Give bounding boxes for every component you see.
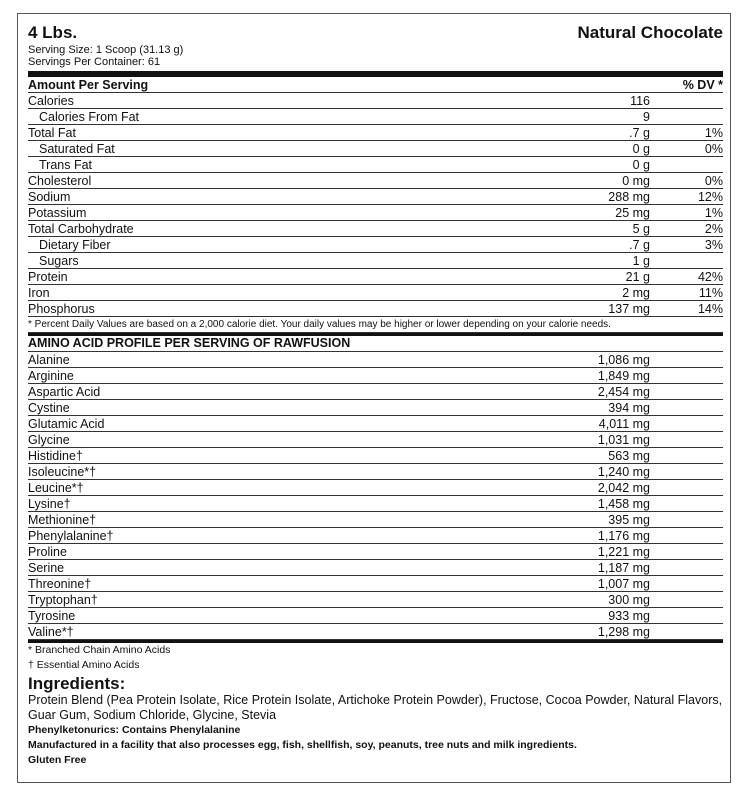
allergen-facility-note: Manufactured in a facility that also processes egg, fish, shellfish, soy, peanuts, tree nuts and milk ingredients. xyxy=(28,739,577,751)
amino-acid-label: Methionine† xyxy=(28,513,97,527)
nutrient-label: Iron xyxy=(28,286,50,300)
nutrient-label: Sodium xyxy=(28,190,71,204)
amino-acid-label: Cystine xyxy=(28,401,70,415)
nutrient-daily-value: 14% xyxy=(697,302,723,316)
amino-acid-amount: 1,031 mg xyxy=(597,433,650,447)
nutrient-label: Calories From Fat xyxy=(39,110,140,124)
nutrition-rows xyxy=(28,93,723,317)
amino-acid-title: AMINO ACID PROFILE PER SERVING OF RAWFUSION xyxy=(28,336,723,352)
amino-acid-row xyxy=(28,416,723,432)
amino-acid-row xyxy=(28,624,723,640)
nutrient-daily-value: 42% xyxy=(697,270,723,284)
nutrient-row xyxy=(28,285,723,301)
nutrient-amount: 0 mg xyxy=(622,174,650,188)
amino-acid-label: Histidine† xyxy=(28,449,83,463)
amino-acid-amount: 933 mg xyxy=(608,609,650,623)
amino-acid-row xyxy=(28,400,723,416)
amino-acid-label: Lysine† xyxy=(28,497,71,511)
amino-acid-row xyxy=(28,560,723,576)
amino-acid-row xyxy=(28,592,723,608)
amino-acid-row xyxy=(28,528,723,544)
nutrient-amount: .7 g xyxy=(629,126,650,140)
nutrient-row xyxy=(28,157,723,173)
amino-acid-label: Alanine xyxy=(28,353,70,367)
amino-acid-amount: 1,298 mg xyxy=(597,625,650,639)
nutrient-label: Total Carbohydrate xyxy=(28,222,134,236)
amino-acid-label: Tyrosine xyxy=(28,609,76,623)
nutrient-label: Sugars xyxy=(39,254,79,268)
nutrient-daily-value: 11% xyxy=(698,286,723,300)
nutrient-daily-value: 0% xyxy=(704,174,723,188)
nutrient-row xyxy=(28,189,723,205)
amino-acid-label: Glycine xyxy=(28,433,70,447)
amino-acid-row xyxy=(28,544,723,560)
amino-acid-label: Proline xyxy=(28,545,67,559)
amino-acid-amount: 1,849 mg xyxy=(597,369,650,383)
amino-acid-amount: 1,007 mg xyxy=(597,577,650,591)
flavor-name: Natural Chocolate xyxy=(577,23,723,42)
ingredients-heading: Ingredients: xyxy=(28,674,126,693)
amino-acid-row xyxy=(28,480,723,496)
amino-acid-label: Aspartic Acid xyxy=(28,385,101,399)
nutrient-daily-value: 1% xyxy=(704,206,723,220)
amino-acid-amount: 1,176 mg xyxy=(597,529,650,543)
nutrient-row xyxy=(28,109,723,125)
nutrient-amount: 25 mg xyxy=(615,206,650,220)
amino-acid-amount: 563 mg xyxy=(608,449,650,463)
daily-value-footnote: * Percent Daily Values are based on a 2,000 calorie diet. Your daily values may be higher or lower depending on your calorie needs. xyxy=(28,317,723,333)
label-header xyxy=(28,22,723,44)
nutrient-row xyxy=(28,269,723,285)
amino-acid-amount: 394 mg xyxy=(608,401,650,415)
amino-acid-label: Arginine xyxy=(28,369,74,383)
nutrient-row xyxy=(28,125,723,141)
amino-acid-row xyxy=(28,432,723,448)
amino-acid-amount: 395 mg xyxy=(608,513,650,527)
nutrient-row xyxy=(28,141,723,157)
amino-acid-row xyxy=(28,496,723,512)
amino-acid-row xyxy=(28,464,723,480)
amino-acid-amount: 1,187 mg xyxy=(597,561,650,575)
nutrient-label: Cholesterol xyxy=(28,174,92,188)
amino-acid-label: Tryptophan† xyxy=(28,593,98,607)
amino-acid-row xyxy=(28,512,723,528)
amino-acid-amount: 1,240 mg xyxy=(597,465,650,479)
nutrient-daily-value: 2% xyxy=(704,222,723,236)
nutrient-amount: 137 mg xyxy=(608,302,650,316)
amino-acid-rows xyxy=(28,352,723,640)
ingredients-text: Protein Blend (Pea Protein Isolate, Rice Protein Isolate, Artichoke Protein Powder), Fructose, Cocoa Powder, Natural Flavors, Guar Gum, Sodium Chloride, Glycine, Stevia xyxy=(28,693,723,722)
amount-per-serving-label: Amount Per Serving xyxy=(28,78,149,92)
phenylketonurics-warning: Phenylketonurics: Contains Phenylalanine xyxy=(28,724,241,736)
servings-per-container: Servings Per Container: 61 xyxy=(28,56,161,68)
eaa-note: † Essential Amino Acids xyxy=(28,659,140,671)
nutrient-amount: 1 g xyxy=(632,254,650,268)
amino-acid-label: Isoleucine*† xyxy=(28,465,97,479)
nutrient-label: Total Fat xyxy=(28,126,76,140)
amino-acid-amount: 1,086 mg xyxy=(597,353,650,367)
amino-acid-row xyxy=(28,368,723,384)
nutrient-row xyxy=(28,221,723,237)
nutrient-amount: .7 g xyxy=(629,238,650,252)
amino-acid-row xyxy=(28,352,723,368)
amino-acid-label: Threonine† xyxy=(28,577,92,591)
bcaa-note: * Branched Chain Amino Acids xyxy=(28,644,171,656)
nutrient-daily-value: 1% xyxy=(704,126,723,140)
nutrient-amount: 0 g xyxy=(632,158,650,172)
amino-acid-amount: 1,221 mg xyxy=(597,545,650,559)
nutrient-label: Trans Fat xyxy=(39,158,93,172)
nutrient-label: Saturated Fat xyxy=(39,142,115,156)
amino-acid-row xyxy=(28,576,723,592)
nutrient-daily-value: 12% xyxy=(697,190,723,204)
nutrient-label: Phosphorus xyxy=(28,302,95,316)
nutrient-label: Potassium xyxy=(28,206,87,220)
amino-acid-label: Phenylalanine† xyxy=(28,529,114,543)
nutrient-row xyxy=(28,253,723,269)
nutrient-row xyxy=(28,301,723,317)
nutrient-amount: 5 g xyxy=(632,222,650,236)
nutrient-amount: 0 g xyxy=(632,142,650,156)
nutrition-header-row xyxy=(28,77,723,93)
gluten-free-note: Gluten Free xyxy=(28,754,87,766)
amino-acid-label: Serine xyxy=(28,561,65,575)
nutrient-label: Dietary Fiber xyxy=(39,238,111,252)
nutrient-amount: 288 mg xyxy=(608,190,650,204)
nutrient-label: Protein xyxy=(28,270,68,284)
nutrient-amount: 116 xyxy=(630,94,650,108)
container-size: 4 Lbs. xyxy=(28,23,78,42)
nutrient-daily-value: 3% xyxy=(704,238,723,252)
amino-acid-row xyxy=(28,448,723,464)
nutrient-amount: 21 g xyxy=(625,270,650,284)
nutrient-row xyxy=(28,173,723,189)
nutrient-label: Calories xyxy=(28,94,74,108)
supplement-facts-panel xyxy=(17,13,731,783)
nutrient-amount: 2 mg xyxy=(622,286,650,300)
amino-acid-row xyxy=(28,608,723,624)
amino-acid-row xyxy=(28,384,723,400)
nutrient-row xyxy=(28,93,723,109)
amino-acid-amount: 2,454 mg xyxy=(597,385,650,399)
amino-acid-label: Leucine*† xyxy=(28,481,84,495)
amino-acid-amount: 2,042 mg xyxy=(597,481,650,495)
amino-acid-amount: 300 mg xyxy=(608,593,650,607)
nutrient-row xyxy=(28,237,723,253)
amino-acid-label: Glutamic Acid xyxy=(28,417,105,431)
amino-acid-amount: 4,011 mg xyxy=(598,417,650,431)
serving-size: Serving Size: 1 Scoop (31.13 g) xyxy=(28,44,184,56)
daily-value-header: % DV * xyxy=(682,78,723,92)
label-content xyxy=(28,22,723,768)
nutrient-row xyxy=(28,205,723,221)
amino-acid-amount: 1,458 mg xyxy=(597,497,650,511)
amino-acid-label: Valine*† xyxy=(28,625,74,639)
nutrient-daily-value: 0% xyxy=(704,142,723,156)
nutrient-amount: 9 xyxy=(643,110,650,124)
